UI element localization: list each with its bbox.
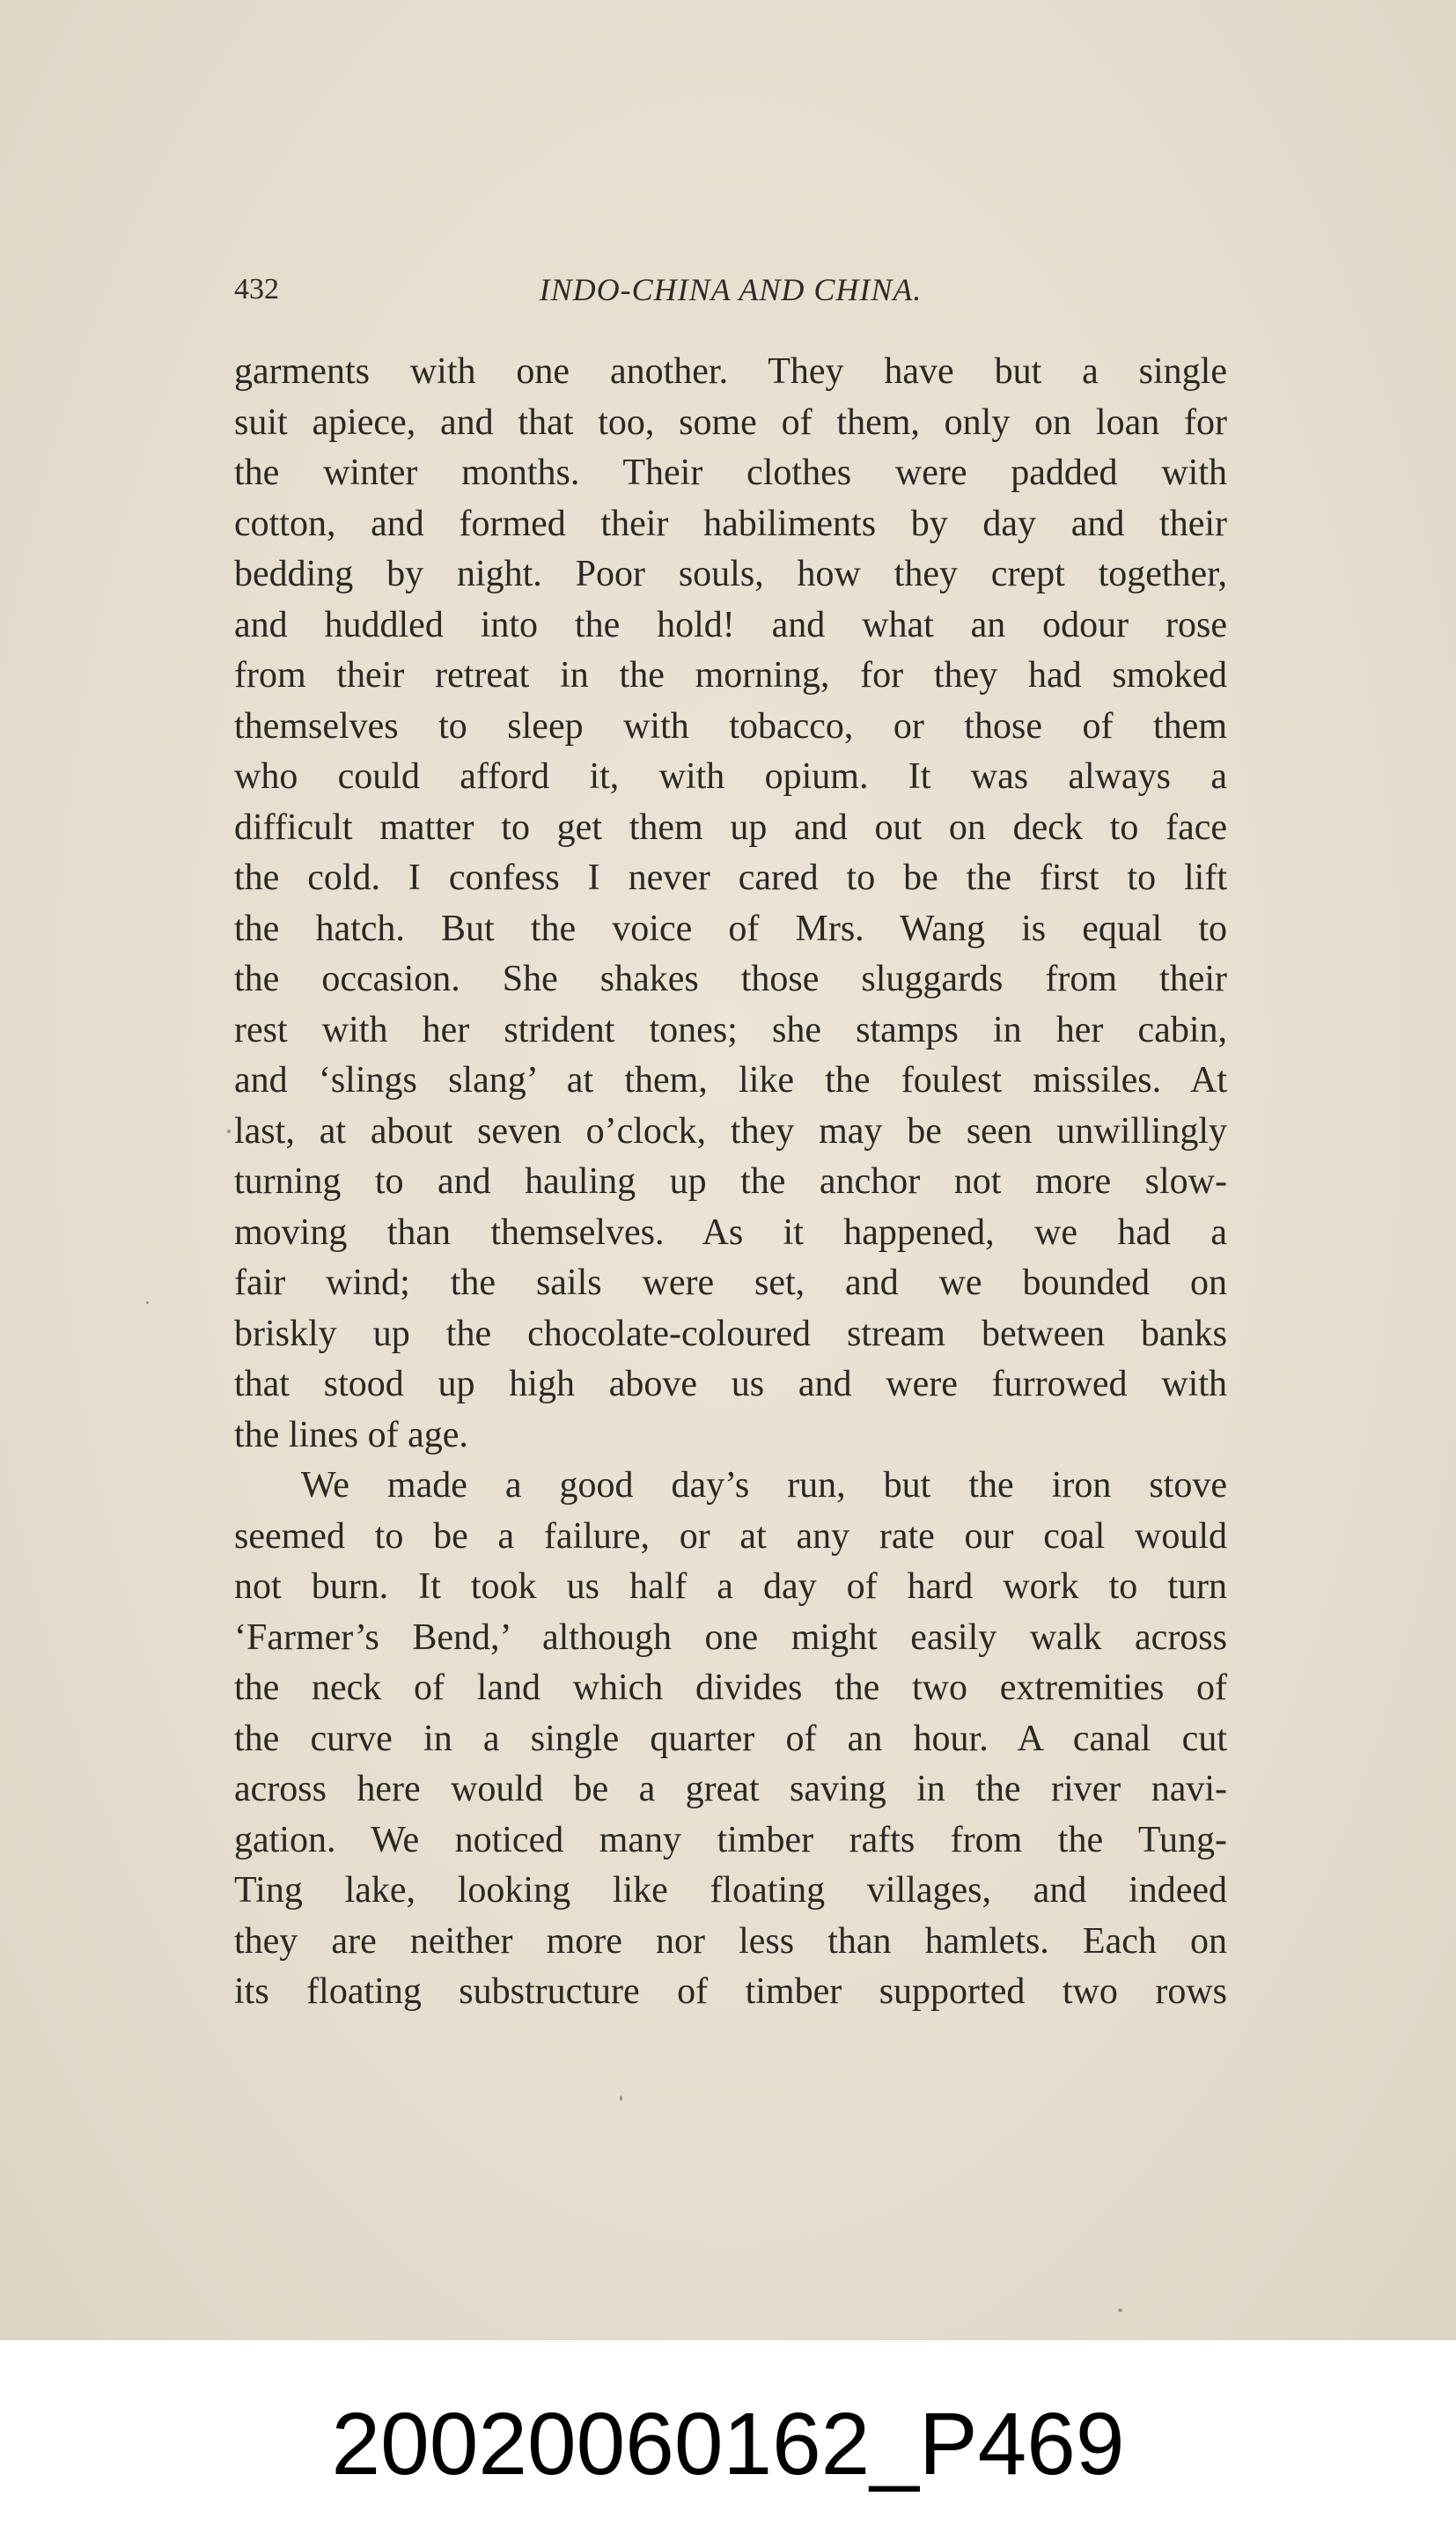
text-line: they are neither more nor less than hamlets. Each on	[234, 1920, 1227, 1962]
text-line: the hatch. But the voice of Mrs. Wang is equal to	[234, 908, 1227, 949]
running-head	[234, 268, 1227, 312]
text-line: Ting lake, looking like floating villages, and indeed	[234, 1870, 1227, 1911]
paragraph-end-line: the lines of age.	[234, 1414, 468, 1455]
text-line: garments with one another. They have but a single	[234, 351, 1227, 392]
text-line: its floating substructure of timber supported two rows	[234, 1971, 1227, 2012]
text-line: moving than themselves. As it happened, we had a	[234, 1211, 1227, 1253]
text-line: the cold. I confess I never cared to be the first to lift	[234, 858, 1227, 898]
image-id-caption: 20020060162_P469	[0, 2340, 1456, 2548]
text-line: seemed to be a failure, or at any rate our coal would	[234, 1515, 1227, 1557]
text-line: from their retreat in the morning, for they had smoked	[234, 655, 1227, 696]
text-line: cotton, and formed their habiliments by day and their	[234, 503, 1227, 544]
text-line: not burn. It took us half a day of hard work to turn	[234, 1566, 1227, 1607]
text-line: across here would be a great saving in the river navi-	[234, 1769, 1227, 1809]
text-line: difficult matter to get them up and out on deck to face	[234, 806, 1227, 848]
text-line: last, at about seven o’clock, they may be seen unwillingly	[234, 1110, 1227, 1152]
paper-speck	[227, 1130, 231, 1133]
text-line: and ‘slings slang’ at them, like the foulest missiles. At	[234, 1060, 1227, 1101]
text-line: the winter months. Their clothes were padded with	[234, 453, 1227, 493]
text-line: gation. We noticed many timber rafts from the Tung-	[234, 1819, 1227, 1860]
text-line: suit apiece, and that too, some of them, only on loan for	[234, 401, 1227, 443]
text-line: the neck of land which divides the two extremities of	[234, 1668, 1227, 1708]
text-line: that stood up high above us and were furrowed with	[234, 1364, 1227, 1404]
text-line: briskly up the chocolate-coloured stream between banks	[234, 1313, 1227, 1354]
body-text	[234, 347, 1227, 2018]
text-line: ‘Farmer’s Bend,’ although one might easily walk across	[234, 1616, 1227, 1658]
paper-speck	[1118, 2309, 1122, 2312]
paper-speck	[620, 2095, 622, 2101]
paper-speck	[146, 1301, 149, 1304]
paragraph-start-line: We made a good day’s run, but the iron stove	[301, 1465, 1227, 1506]
text-line: fair wind; the sails were set, and we bounded on	[234, 1263, 1227, 1303]
text-line: who could afford it, with opium. It was always a	[234, 756, 1227, 797]
text-line: bedding by night. Poor souls, how they crept together,	[234, 554, 1227, 594]
text-line: turning to and hauling up the anchor not more slow-	[234, 1161, 1227, 1202]
text-line: the occasion. She shakes those sluggards from their	[234, 959, 1227, 999]
text-line: rest with her strident tones; she stamps in her cabin,	[234, 1009, 1227, 1050]
running-title: INDO-CHINA AND CHINA.	[539, 272, 923, 307]
text-line: and huddled into the hold! and what an odour rose	[234, 604, 1227, 645]
text-line: themselves to sleep with tobacco, or those of them	[234, 705, 1227, 747]
text-line: the curve in a single quarter of an hour. A canal cut	[234, 1718, 1227, 1759]
page-number: 432	[234, 273, 279, 306]
